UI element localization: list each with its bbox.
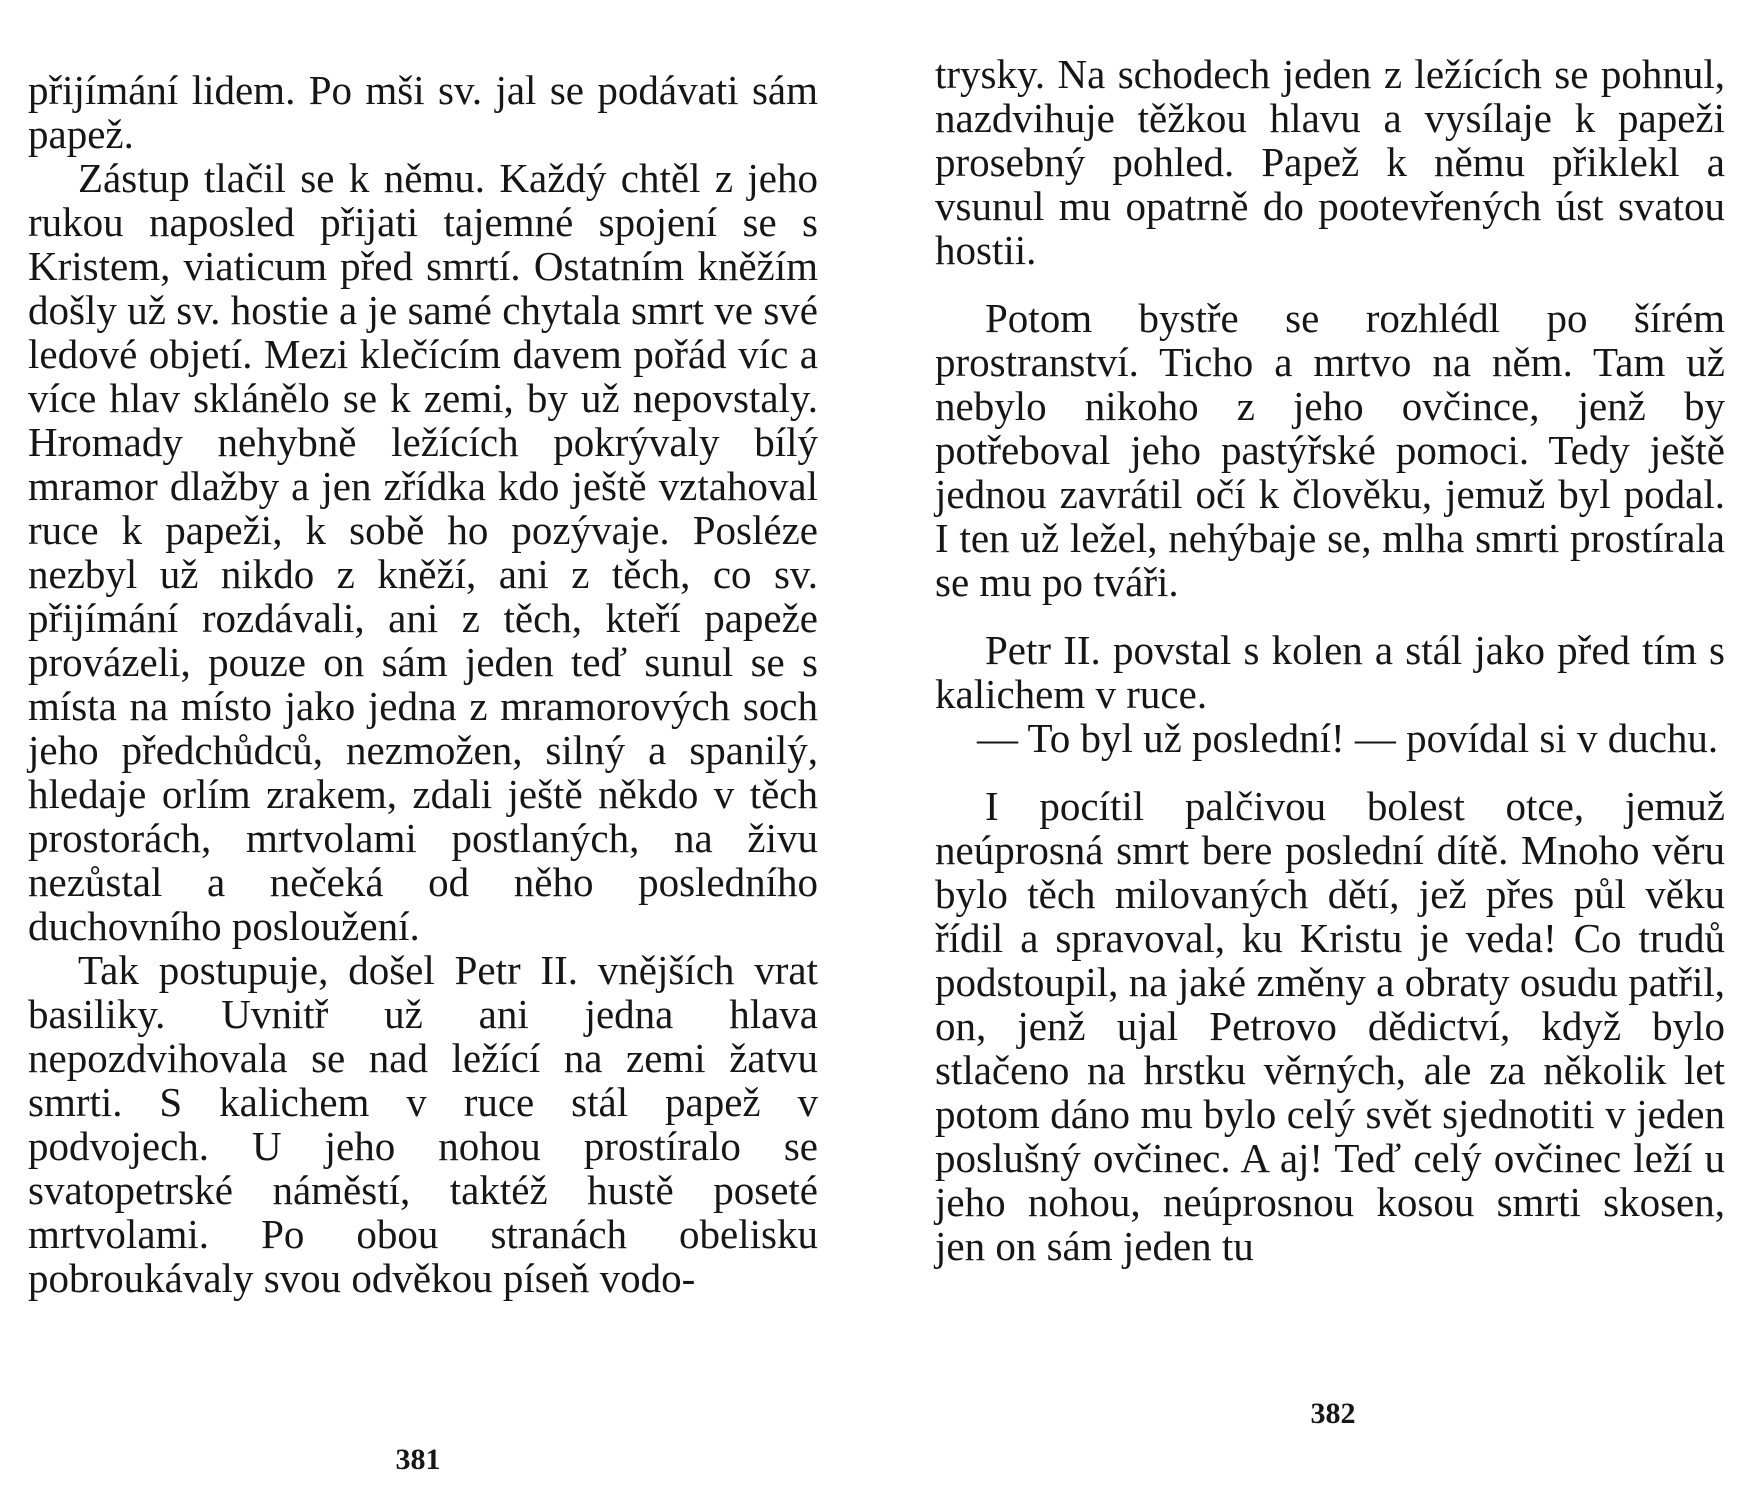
page-number: 381 [395,1443,441,1476]
page-number: 382 [1310,1397,1356,1430]
paragraph: Petr II. povstal s kolen a stál jako před tím s kalichem v ruce. [935,627,1725,717]
dialogue-line: — To byl už poslední! — povídal si v duchu. [977,715,1719,761]
right-page [935,0,1725,1500]
left-page-text [28,68,818,1300]
paragraph: I pocítil palčivou bolest otce, jemuž neúprosná smrt bere poslední dítě. Mnoho věru bylo těch milovaných dětí, jež přes půl věku řídil a spravoval, ku Kristu je veda! Co trudů podstoupil, na jaké změny a obraty osudu patřil, on, jenž ujal Petrovo dědictví, když bylo stlačeno na hrstku věrných, ale za několik let potom dáno mu bylo celý svět sjednotiti v jeden poslušný ovčinec. A aj! Teď celý ovčinec leží u jeho nohou, neúprosnou kosou smrti skosen, jen on sám jeden tu [935,783,1725,1269]
paragraph: přijímání lidem. Po mši sv. jal se podávati sám papež. [28,67,818,157]
left-page [28,0,818,1500]
paragraph: trysky. Na schodech jeden z ležících se pohnul, nazdvihuje těžkou hlavu a vysílaje k papeži prosebný pohled. Papež k němu přiklekl a vsunul mu opatrně do pootevřených úst svatou hostii. [935,51,1725,273]
right-page-text [935,52,1725,1268]
paragraph: Zástup tlačil se k němu. Každý chtěl z jeho rukou naposled přijati tajemné spojení se s Kristem, viaticum před smrtí. Ostatním kněžím došly už sv. hostie a je samé chytala smrt ve své ledové objetí. Mezi klečícím davem pořád víc a více hlav sklánělo se k zemi, by už nepovstaly. Hromady nehybně ležících pokrývaly bílý mramor dlažby a jen zřídka kdo ještě vztahoval ruce k papeži, k sobě ho pozývaje. Posléze nezbyl už nikdo z kněží, ani z těch, co sv. přijímání rozdávali, ani z těch, kteří papeže provázeli, pouze on sám jeden teď sunul se s místa na místo jako jedna z mramorových soch jeho předchůdců, nezmožen, silný a spanilý, hledaje orlím zrakem, zdali ještě někdo v těch prostorách, mrtvolami postlaných, na živu nezůstal a nečeká od něho posledního duchovního posloužení. [28,155,818,949]
paragraph: Potom bystře se rozhlédl po šírém prostranství. Ticho a mrtvo na něm. Tam už nebylo nikoho z jeho ovčince, jenž by potřeboval jeho pastýřské pomoci. Tedy ještě jednou zavrátil očí k člověku, jemuž byl podal. I ten už ležel, nehýbaje se, mlha smrti prostírala se mu po tváři. [935,295,1725,605]
paragraph: Tak postupuje, došel Petr II. vnějších vrat basiliky. Uvnitř už ani jedna hlava nepozdvihovala se nad ležící na zemi žatvu smrti. S kalichem v ruce stál papež v podvojech. U jeho nohou prostíralo se svatopetrské náměstí, taktéž hustě poseté mrtvolami. Po obou stranách obelisku pobroukávaly svou odvěkou píseň vodo- [28,947,818,1301]
